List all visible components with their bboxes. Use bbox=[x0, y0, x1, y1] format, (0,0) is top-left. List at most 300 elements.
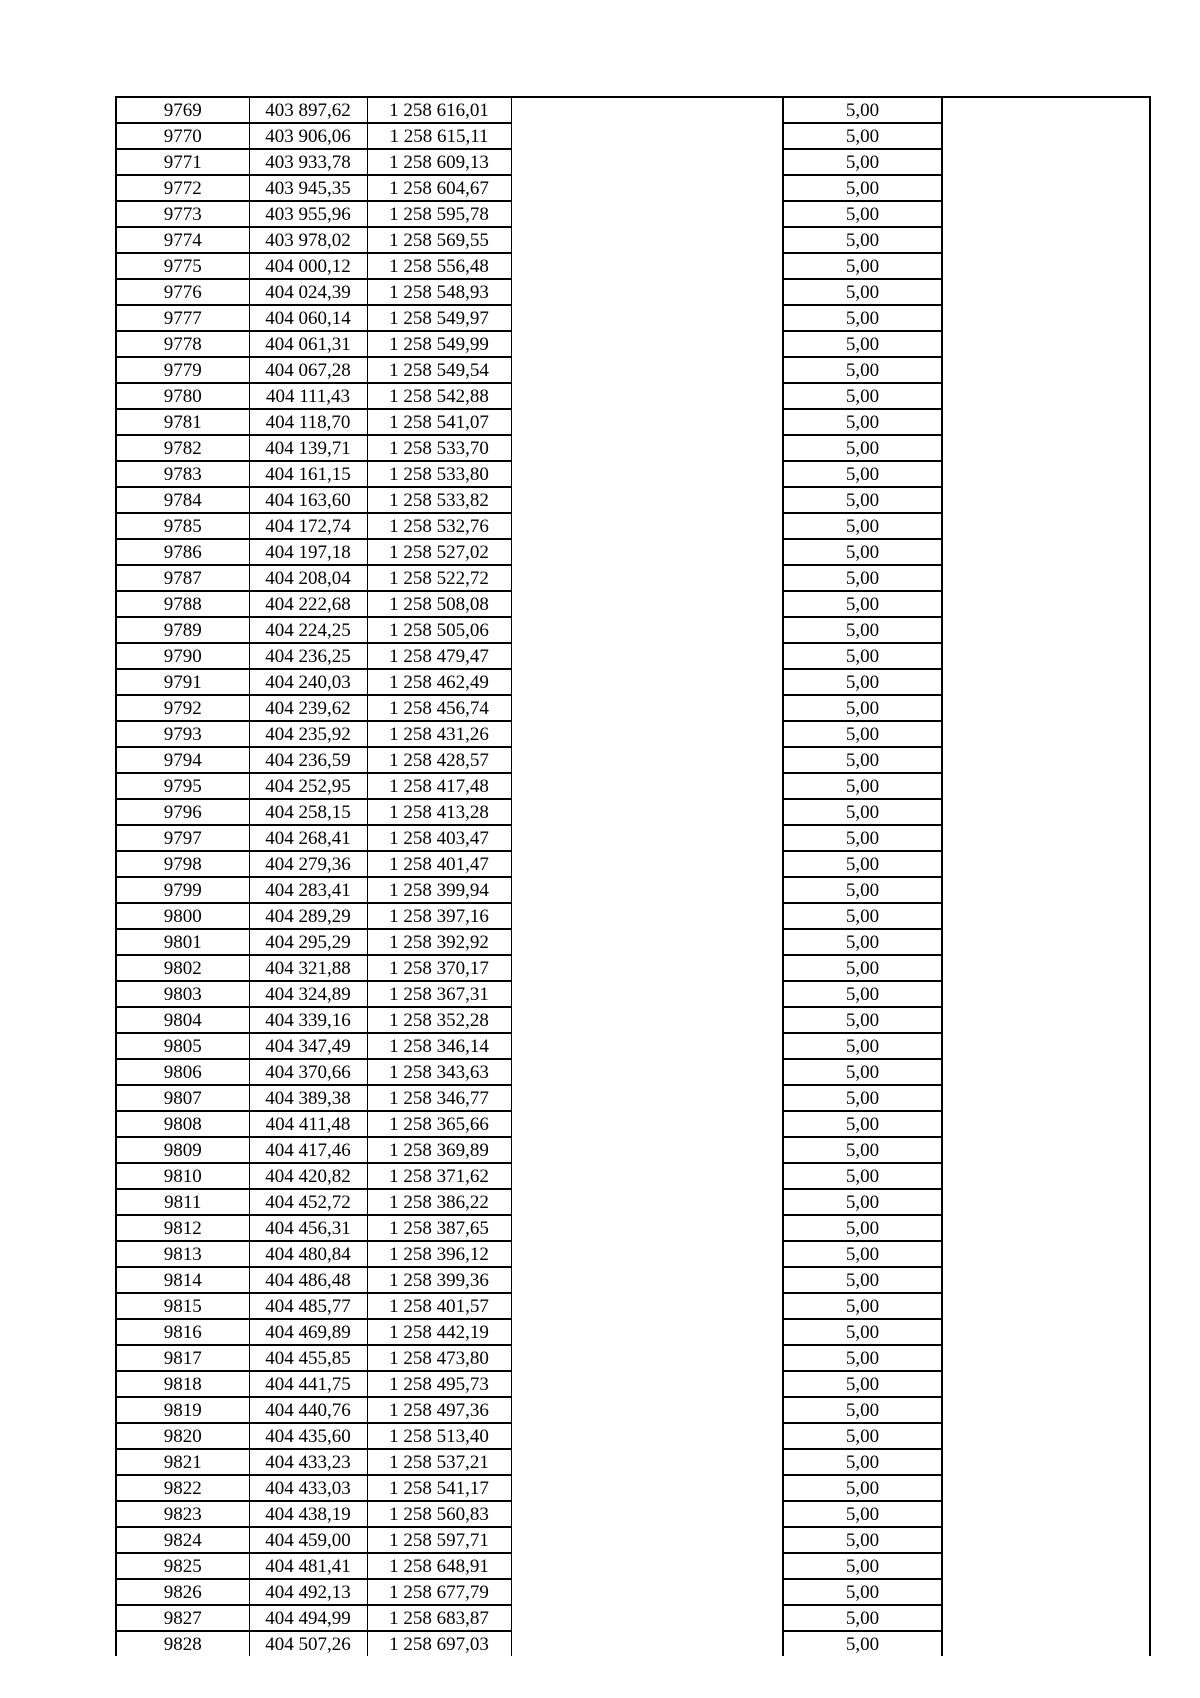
empty-cell bbox=[511, 1215, 783, 1241]
table-row bbox=[116, 1241, 1150, 1267]
value-cell: 5,00 bbox=[783, 617, 942, 643]
x-coordinate-cell: 404 268,41 bbox=[249, 825, 367, 851]
empty-cell bbox=[511, 1163, 783, 1189]
y-coordinate-cell: 1 258 371,62 bbox=[367, 1163, 511, 1189]
y-coordinate-cell: 1 258 683,87 bbox=[367, 1605, 511, 1631]
point-number-cell: 9789 bbox=[116, 617, 249, 643]
remarks-cell bbox=[942, 539, 1150, 565]
table-row bbox=[116, 435, 1150, 461]
table-row bbox=[116, 331, 1150, 357]
remarks-cell bbox=[942, 513, 1150, 539]
coordinates-table bbox=[115, 96, 1151, 1656]
empty-cell bbox=[511, 955, 783, 981]
empty-cell bbox=[511, 565, 783, 591]
empty-cell bbox=[511, 123, 783, 149]
remarks-cell bbox=[942, 409, 1150, 435]
value-cell: 5,00 bbox=[783, 1449, 942, 1475]
empty-cell bbox=[511, 877, 783, 903]
x-coordinate-cell: 404 389,38 bbox=[249, 1085, 367, 1111]
x-coordinate-cell: 404 111,43 bbox=[249, 383, 367, 409]
y-coordinate-cell: 1 258 615,11 bbox=[367, 123, 511, 149]
value-cell: 5,00 bbox=[783, 1423, 942, 1449]
value-cell: 5,00 bbox=[783, 1501, 942, 1527]
table-body bbox=[116, 97, 1150, 1656]
remarks-cell bbox=[942, 1007, 1150, 1033]
remarks-cell bbox=[942, 461, 1150, 487]
y-coordinate-cell: 1 258 541,07 bbox=[367, 409, 511, 435]
y-coordinate-cell: 1 258 365,66 bbox=[367, 1111, 511, 1137]
y-coordinate-cell: 1 258 417,48 bbox=[367, 773, 511, 799]
empty-cell bbox=[511, 383, 783, 409]
point-number-cell: 9793 bbox=[116, 721, 249, 747]
y-coordinate-cell: 1 258 396,12 bbox=[367, 1241, 511, 1267]
x-coordinate-cell: 404 441,75 bbox=[249, 1371, 367, 1397]
y-coordinate-cell: 1 258 369,89 bbox=[367, 1137, 511, 1163]
x-coordinate-cell: 404 279,36 bbox=[249, 851, 367, 877]
point-number-cell: 9772 bbox=[116, 175, 249, 201]
table-row bbox=[116, 1501, 1150, 1527]
value-cell: 5,00 bbox=[783, 279, 942, 305]
point-number-cell: 9770 bbox=[116, 123, 249, 149]
table-row bbox=[116, 981, 1150, 1007]
x-coordinate-cell: 404 480,84 bbox=[249, 1241, 367, 1267]
x-coordinate-cell: 403 897,62 bbox=[249, 97, 367, 123]
table-row bbox=[116, 383, 1150, 409]
value-cell: 5,00 bbox=[783, 201, 942, 227]
empty-cell bbox=[511, 1059, 783, 1085]
remarks-cell bbox=[942, 331, 1150, 357]
value-cell: 5,00 bbox=[783, 851, 942, 877]
empty-cell bbox=[511, 773, 783, 799]
table-row bbox=[116, 565, 1150, 591]
empty-cell bbox=[511, 539, 783, 565]
point-number-cell: 9805 bbox=[116, 1033, 249, 1059]
table-row bbox=[116, 1423, 1150, 1449]
table-row bbox=[116, 669, 1150, 695]
point-number-cell: 9769 bbox=[116, 97, 249, 123]
y-coordinate-cell: 1 258 548,93 bbox=[367, 279, 511, 305]
x-coordinate-cell: 404 060,14 bbox=[249, 305, 367, 331]
empty-cell bbox=[511, 227, 783, 253]
empty-cell bbox=[511, 1449, 783, 1475]
point-number-cell: 9802 bbox=[116, 955, 249, 981]
remarks-cell bbox=[942, 1423, 1150, 1449]
value-cell: 5,00 bbox=[783, 1579, 942, 1605]
point-number-cell: 9777 bbox=[116, 305, 249, 331]
empty-cell bbox=[511, 1007, 783, 1033]
y-coordinate-cell: 1 258 352,28 bbox=[367, 1007, 511, 1033]
point-number-cell: 9828 bbox=[116, 1631, 249, 1656]
empty-cell bbox=[511, 1189, 783, 1215]
y-coordinate-cell: 1 258 428,57 bbox=[367, 747, 511, 773]
value-cell: 5,00 bbox=[783, 539, 942, 565]
remarks-cell bbox=[942, 1631, 1150, 1656]
x-coordinate-cell: 404 456,31 bbox=[249, 1215, 367, 1241]
point-number-cell: 9815 bbox=[116, 1293, 249, 1319]
table-row bbox=[116, 97, 1150, 123]
y-coordinate-cell: 1 258 505,06 bbox=[367, 617, 511, 643]
table-row bbox=[116, 955, 1150, 981]
point-number-cell: 9776 bbox=[116, 279, 249, 305]
y-coordinate-cell: 1 258 401,47 bbox=[367, 851, 511, 877]
table-row bbox=[116, 721, 1150, 747]
x-coordinate-cell: 404 163,60 bbox=[249, 487, 367, 513]
x-coordinate-cell: 404 485,77 bbox=[249, 1293, 367, 1319]
table-row bbox=[116, 1553, 1150, 1579]
table-row bbox=[116, 1449, 1150, 1475]
empty-cell bbox=[511, 201, 783, 227]
x-coordinate-cell: 404 236,59 bbox=[249, 747, 367, 773]
remarks-cell bbox=[942, 981, 1150, 1007]
empty-cell bbox=[511, 1085, 783, 1111]
empty-cell bbox=[511, 1579, 783, 1605]
x-coordinate-cell: 404 067,28 bbox=[249, 357, 367, 383]
value-cell: 5,00 bbox=[783, 1007, 942, 1033]
table-row bbox=[116, 695, 1150, 721]
point-number-cell: 9785 bbox=[116, 513, 249, 539]
point-number-cell: 9804 bbox=[116, 1007, 249, 1033]
table-row bbox=[116, 1137, 1150, 1163]
point-number-cell: 9825 bbox=[116, 1553, 249, 1579]
y-coordinate-cell: 1 258 387,65 bbox=[367, 1215, 511, 1241]
x-coordinate-cell: 404 455,85 bbox=[249, 1345, 367, 1371]
value-cell: 5,00 bbox=[783, 721, 942, 747]
remarks-cell bbox=[942, 1527, 1150, 1553]
x-coordinate-cell: 404 000,12 bbox=[249, 253, 367, 279]
y-coordinate-cell: 1 258 399,36 bbox=[367, 1267, 511, 1293]
value-cell: 5,00 bbox=[783, 1267, 942, 1293]
point-number-cell: 9799 bbox=[116, 877, 249, 903]
y-coordinate-cell: 1 258 549,54 bbox=[367, 357, 511, 383]
remarks-cell bbox=[942, 1215, 1150, 1241]
x-coordinate-cell: 404 481,41 bbox=[249, 1553, 367, 1579]
empty-cell bbox=[511, 1319, 783, 1345]
point-number-cell: 9790 bbox=[116, 643, 249, 669]
value-cell: 5,00 bbox=[783, 1111, 942, 1137]
point-number-cell: 9792 bbox=[116, 695, 249, 721]
x-coordinate-cell: 404 139,71 bbox=[249, 435, 367, 461]
value-cell: 5,00 bbox=[783, 1631, 942, 1656]
x-coordinate-cell: 404 492,13 bbox=[249, 1579, 367, 1605]
remarks-cell bbox=[942, 357, 1150, 383]
x-coordinate-cell: 404 459,00 bbox=[249, 1527, 367, 1553]
y-coordinate-cell: 1 258 697,03 bbox=[367, 1631, 511, 1656]
table-row bbox=[116, 903, 1150, 929]
x-coordinate-cell: 404 452,72 bbox=[249, 1189, 367, 1215]
empty-cell bbox=[511, 1345, 783, 1371]
point-number-cell: 9783 bbox=[116, 461, 249, 487]
value-cell: 5,00 bbox=[783, 331, 942, 357]
value-cell: 5,00 bbox=[783, 669, 942, 695]
empty-cell bbox=[511, 981, 783, 1007]
value-cell: 5,00 bbox=[783, 799, 942, 825]
x-coordinate-cell: 403 906,06 bbox=[249, 123, 367, 149]
empty-cell bbox=[511, 1293, 783, 1319]
value-cell: 5,00 bbox=[783, 123, 942, 149]
value-cell: 5,00 bbox=[783, 435, 942, 461]
point-number-cell: 9820 bbox=[116, 1423, 249, 1449]
empty-cell bbox=[511, 1371, 783, 1397]
y-coordinate-cell: 1 258 556,48 bbox=[367, 253, 511, 279]
point-number-cell: 9810 bbox=[116, 1163, 249, 1189]
value-cell: 5,00 bbox=[783, 1215, 942, 1241]
table-row bbox=[116, 877, 1150, 903]
point-number-cell: 9786 bbox=[116, 539, 249, 565]
x-coordinate-cell: 404 283,41 bbox=[249, 877, 367, 903]
point-number-cell: 9796 bbox=[116, 799, 249, 825]
point-number-cell: 9814 bbox=[116, 1267, 249, 1293]
table-row bbox=[116, 201, 1150, 227]
remarks-cell bbox=[942, 669, 1150, 695]
empty-cell bbox=[511, 253, 783, 279]
value-cell: 5,00 bbox=[783, 1137, 942, 1163]
table-row bbox=[116, 1215, 1150, 1241]
empty-cell bbox=[511, 617, 783, 643]
y-coordinate-cell: 1 258 370,17 bbox=[367, 955, 511, 981]
value-cell: 5,00 bbox=[783, 1163, 942, 1189]
empty-cell bbox=[511, 279, 783, 305]
remarks-cell bbox=[942, 1085, 1150, 1111]
empty-cell bbox=[511, 1631, 783, 1656]
point-number-cell: 9775 bbox=[116, 253, 249, 279]
y-coordinate-cell: 1 258 549,97 bbox=[367, 305, 511, 331]
remarks-cell bbox=[942, 1111, 1150, 1137]
remarks-cell bbox=[942, 1241, 1150, 1267]
table-row bbox=[116, 851, 1150, 877]
empty-cell bbox=[511, 929, 783, 955]
point-number-cell: 9808 bbox=[116, 1111, 249, 1137]
table-row bbox=[116, 643, 1150, 669]
value-cell: 5,00 bbox=[783, 513, 942, 539]
empty-cell bbox=[511, 1033, 783, 1059]
value-cell: 5,00 bbox=[783, 1371, 942, 1397]
table-row bbox=[116, 487, 1150, 513]
empty-cell bbox=[511, 97, 783, 123]
remarks-cell bbox=[942, 617, 1150, 643]
y-coordinate-cell: 1 258 533,70 bbox=[367, 435, 511, 461]
remarks-cell bbox=[942, 721, 1150, 747]
remarks-cell bbox=[942, 383, 1150, 409]
y-coordinate-cell: 1 258 442,19 bbox=[367, 1319, 511, 1345]
empty-cell bbox=[511, 721, 783, 747]
y-coordinate-cell: 1 258 397,16 bbox=[367, 903, 511, 929]
point-number-cell: 9813 bbox=[116, 1241, 249, 1267]
point-number-cell: 9809 bbox=[116, 1137, 249, 1163]
remarks-cell bbox=[942, 1163, 1150, 1189]
remarks-cell bbox=[942, 1293, 1150, 1319]
y-coordinate-cell: 1 258 462,49 bbox=[367, 669, 511, 695]
remarks-cell bbox=[942, 1189, 1150, 1215]
empty-cell bbox=[511, 695, 783, 721]
remarks-cell bbox=[942, 929, 1150, 955]
remarks-cell bbox=[942, 1449, 1150, 1475]
remarks-cell bbox=[942, 1319, 1150, 1345]
table-row bbox=[116, 825, 1150, 851]
table-row bbox=[116, 1189, 1150, 1215]
table-row bbox=[116, 1605, 1150, 1631]
y-coordinate-cell: 1 258 569,55 bbox=[367, 227, 511, 253]
table-row bbox=[116, 539, 1150, 565]
value-cell: 5,00 bbox=[783, 461, 942, 487]
point-number-cell: 9787 bbox=[116, 565, 249, 591]
table-row bbox=[116, 773, 1150, 799]
remarks-cell bbox=[942, 1033, 1150, 1059]
point-number-cell: 9780 bbox=[116, 383, 249, 409]
y-coordinate-cell: 1 258 648,91 bbox=[367, 1553, 511, 1579]
x-coordinate-cell: 404 433,23 bbox=[249, 1449, 367, 1475]
point-number-cell: 9773 bbox=[116, 201, 249, 227]
y-coordinate-cell: 1 258 522,72 bbox=[367, 565, 511, 591]
x-coordinate-cell: 404 289,29 bbox=[249, 903, 367, 929]
point-number-cell: 9782 bbox=[116, 435, 249, 461]
x-coordinate-cell: 403 955,96 bbox=[249, 201, 367, 227]
y-coordinate-cell: 1 258 343,63 bbox=[367, 1059, 511, 1085]
remarks-cell bbox=[942, 773, 1150, 799]
point-number-cell: 9784 bbox=[116, 487, 249, 513]
point-number-cell: 9827 bbox=[116, 1605, 249, 1631]
table-row bbox=[116, 1397, 1150, 1423]
value-cell: 5,00 bbox=[783, 175, 942, 201]
value-cell: 5,00 bbox=[783, 1397, 942, 1423]
value-cell: 5,00 bbox=[783, 773, 942, 799]
x-coordinate-cell: 403 945,35 bbox=[249, 175, 367, 201]
value-cell: 5,00 bbox=[783, 955, 942, 981]
remarks-cell bbox=[942, 1137, 1150, 1163]
x-coordinate-cell: 404 370,66 bbox=[249, 1059, 367, 1085]
table-row bbox=[116, 409, 1150, 435]
value-cell: 5,00 bbox=[783, 409, 942, 435]
value-cell: 5,00 bbox=[783, 903, 942, 929]
remarks-cell bbox=[942, 903, 1150, 929]
x-coordinate-cell: 404 208,04 bbox=[249, 565, 367, 591]
remarks-cell bbox=[942, 1397, 1150, 1423]
x-coordinate-cell: 404 161,15 bbox=[249, 461, 367, 487]
table-row bbox=[116, 1085, 1150, 1111]
y-coordinate-cell: 1 258 542,88 bbox=[367, 383, 511, 409]
y-coordinate-cell: 1 258 677,79 bbox=[367, 1579, 511, 1605]
remarks-cell bbox=[942, 1059, 1150, 1085]
table-row bbox=[116, 1033, 1150, 1059]
remarks-cell bbox=[942, 799, 1150, 825]
value-cell: 5,00 bbox=[783, 825, 942, 851]
table-row bbox=[116, 747, 1150, 773]
point-number-cell: 9812 bbox=[116, 1215, 249, 1241]
x-coordinate-cell: 404 433,03 bbox=[249, 1475, 367, 1501]
y-coordinate-cell: 1 258 527,02 bbox=[367, 539, 511, 565]
value-cell: 5,00 bbox=[783, 1553, 942, 1579]
remarks-cell bbox=[942, 747, 1150, 773]
point-number-cell: 9807 bbox=[116, 1085, 249, 1111]
y-coordinate-cell: 1 258 508,08 bbox=[367, 591, 511, 617]
table-row bbox=[116, 1163, 1150, 1189]
value-cell: 5,00 bbox=[783, 149, 942, 175]
table-row bbox=[116, 175, 1150, 201]
x-coordinate-cell: 404 347,49 bbox=[249, 1033, 367, 1059]
y-coordinate-cell: 1 258 513,40 bbox=[367, 1423, 511, 1449]
x-coordinate-cell: 404 469,89 bbox=[249, 1319, 367, 1345]
y-coordinate-cell: 1 258 367,31 bbox=[367, 981, 511, 1007]
x-coordinate-cell: 404 438,19 bbox=[249, 1501, 367, 1527]
value-cell: 5,00 bbox=[783, 747, 942, 773]
empty-cell bbox=[511, 409, 783, 435]
point-number-cell: 9794 bbox=[116, 747, 249, 773]
remarks-cell bbox=[942, 643, 1150, 669]
remarks-cell bbox=[942, 201, 1150, 227]
value-cell: 5,00 bbox=[783, 565, 942, 591]
empty-cell bbox=[511, 1475, 783, 1501]
x-coordinate-cell: 404 224,25 bbox=[249, 617, 367, 643]
table-row bbox=[116, 1319, 1150, 1345]
x-coordinate-cell: 403 933,78 bbox=[249, 149, 367, 175]
x-coordinate-cell: 404 197,18 bbox=[249, 539, 367, 565]
y-coordinate-cell: 1 258 541,17 bbox=[367, 1475, 511, 1501]
y-coordinate-cell: 1 258 616,01 bbox=[367, 97, 511, 123]
x-coordinate-cell: 404 486,48 bbox=[249, 1267, 367, 1293]
value-cell: 5,00 bbox=[783, 1605, 942, 1631]
table-row bbox=[116, 1345, 1150, 1371]
y-coordinate-cell: 1 258 473,80 bbox=[367, 1345, 511, 1371]
y-coordinate-cell: 1 258 479,47 bbox=[367, 643, 511, 669]
y-coordinate-cell: 1 258 497,36 bbox=[367, 1397, 511, 1423]
point-number-cell: 9800 bbox=[116, 903, 249, 929]
value-cell: 5,00 bbox=[783, 695, 942, 721]
value-cell: 5,00 bbox=[783, 305, 942, 331]
empty-cell bbox=[511, 903, 783, 929]
table-row bbox=[116, 1293, 1150, 1319]
x-coordinate-cell: 404 239,62 bbox=[249, 695, 367, 721]
y-coordinate-cell: 1 258 399,94 bbox=[367, 877, 511, 903]
empty-cell bbox=[511, 825, 783, 851]
point-number-cell: 9819 bbox=[116, 1397, 249, 1423]
x-coordinate-cell: 404 295,29 bbox=[249, 929, 367, 955]
x-coordinate-cell: 404 235,92 bbox=[249, 721, 367, 747]
empty-cell bbox=[511, 1111, 783, 1137]
remarks-cell bbox=[942, 1267, 1150, 1293]
y-coordinate-cell: 1 258 346,77 bbox=[367, 1085, 511, 1111]
point-number-cell: 9822 bbox=[116, 1475, 249, 1501]
point-number-cell: 9774 bbox=[116, 227, 249, 253]
remarks-cell bbox=[942, 1371, 1150, 1397]
x-coordinate-cell: 404 258,15 bbox=[249, 799, 367, 825]
y-coordinate-cell: 1 258 609,13 bbox=[367, 149, 511, 175]
empty-cell bbox=[511, 1267, 783, 1293]
remarks-cell bbox=[942, 253, 1150, 279]
value-cell: 5,00 bbox=[783, 1527, 942, 1553]
value-cell: 5,00 bbox=[783, 1319, 942, 1345]
value-cell: 5,00 bbox=[783, 357, 942, 383]
y-coordinate-cell: 1 258 413,28 bbox=[367, 799, 511, 825]
y-coordinate-cell: 1 258 533,82 bbox=[367, 487, 511, 513]
table-row bbox=[116, 123, 1150, 149]
empty-cell bbox=[511, 799, 783, 825]
x-coordinate-cell: 404 236,25 bbox=[249, 643, 367, 669]
y-coordinate-cell: 1 258 595,78 bbox=[367, 201, 511, 227]
empty-cell bbox=[511, 851, 783, 877]
y-coordinate-cell: 1 258 392,92 bbox=[367, 929, 511, 955]
remarks-cell bbox=[942, 851, 1150, 877]
table-row bbox=[116, 279, 1150, 305]
empty-cell bbox=[511, 1553, 783, 1579]
table-row bbox=[116, 799, 1150, 825]
table-row bbox=[116, 1007, 1150, 1033]
value-cell: 5,00 bbox=[783, 253, 942, 279]
value-cell: 5,00 bbox=[783, 591, 942, 617]
remarks-cell bbox=[942, 877, 1150, 903]
x-coordinate-cell: 404 435,60 bbox=[249, 1423, 367, 1449]
remarks-cell bbox=[942, 565, 1150, 591]
value-cell: 5,00 bbox=[783, 1293, 942, 1319]
remarks-cell bbox=[942, 591, 1150, 617]
